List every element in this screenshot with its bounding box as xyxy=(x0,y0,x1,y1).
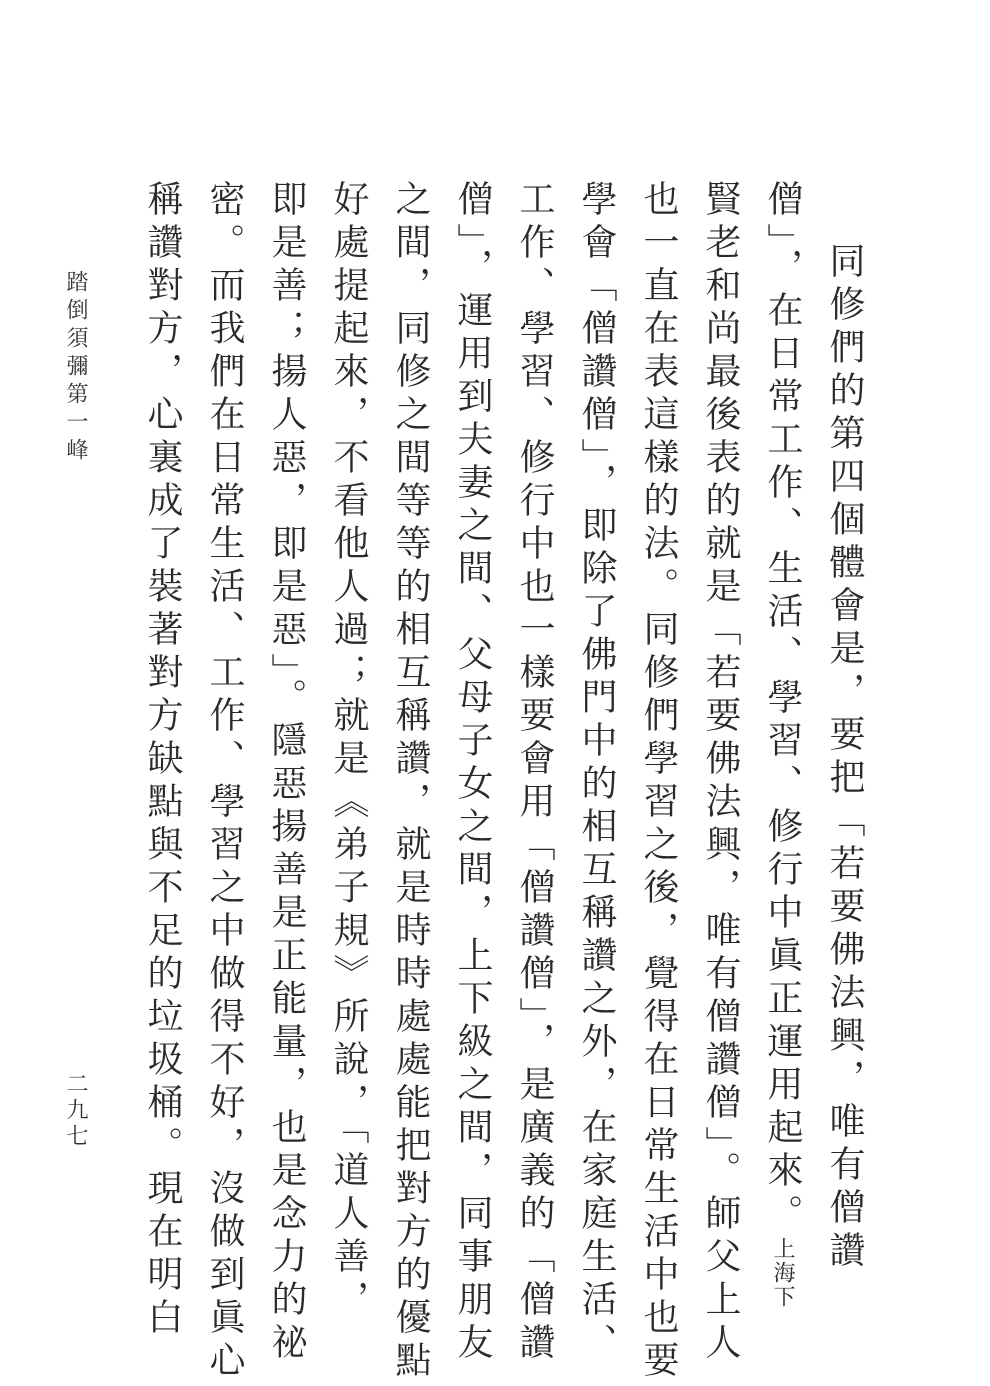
column-text: 之間，同修之間等等的相互稱讚，就是時時處處能把對方的優點 xyxy=(390,180,431,1384)
text-column-4 xyxy=(638,180,679,1384)
text-column-12 xyxy=(142,180,183,1341)
text-column-6 xyxy=(514,180,555,1366)
text-column-9 xyxy=(328,180,369,1323)
text-column-7 xyxy=(452,180,493,1366)
text-column-10 xyxy=(266,180,307,1366)
column-text: 即是善；揚人惡，即是惡」。隱惡揚善是正能量，也是念力的祕 xyxy=(266,180,307,1366)
column-text: 賢老和尚最後表的就是「若要佛法興，唯有僧讚僧」。師父上人 xyxy=(700,180,741,1366)
column-text: 密。而我們在日常生活、工作、學習之中做得不好，沒做到眞心 xyxy=(204,180,245,1384)
column-text: 同修們的第四個體會是，要把「若要佛法興，唯有僧讚 xyxy=(824,242,865,1274)
running-head: 踏倒須彌第一峰 xyxy=(63,270,88,466)
column-text: 僧」，運用到夫妻之間、父母子女之間，上下級之間，同事朋友 xyxy=(452,180,493,1366)
column-text: 工作、學習、修行中也一樣要會用「僧讚僧」，是廣義的「僧讚 xyxy=(514,180,555,1366)
text-column-11 xyxy=(204,180,245,1384)
column-text: 稱讚對方，心裏成了裝著對方缺點與不足的垃圾桶。現在明白 xyxy=(142,180,183,1341)
text-column-3 xyxy=(700,180,741,1366)
page-number: 二九七 xyxy=(63,1072,88,1150)
column-text: 僧」，在日常工作、生活、學習、修行中眞正運用起來。 xyxy=(762,180,803,1237)
text-column-5 xyxy=(576,180,617,1366)
text-column-8 xyxy=(390,180,431,1384)
text-column-2 xyxy=(762,180,803,1309)
inline-note: 上海下 xyxy=(770,1237,795,1309)
column-text: 也一直在表這樣的法。同修們學習之後，覺得在日常生活中也要 xyxy=(638,180,679,1384)
column-text: 學會「僧讚僧」，即除了佛門中的相互稱讚之外，在家庭生活、 xyxy=(576,180,617,1366)
text-column-1 xyxy=(824,242,865,1274)
column-text: 好處提起來，不看他人過；就是《弟子規》所說，「道人善， xyxy=(328,180,369,1323)
